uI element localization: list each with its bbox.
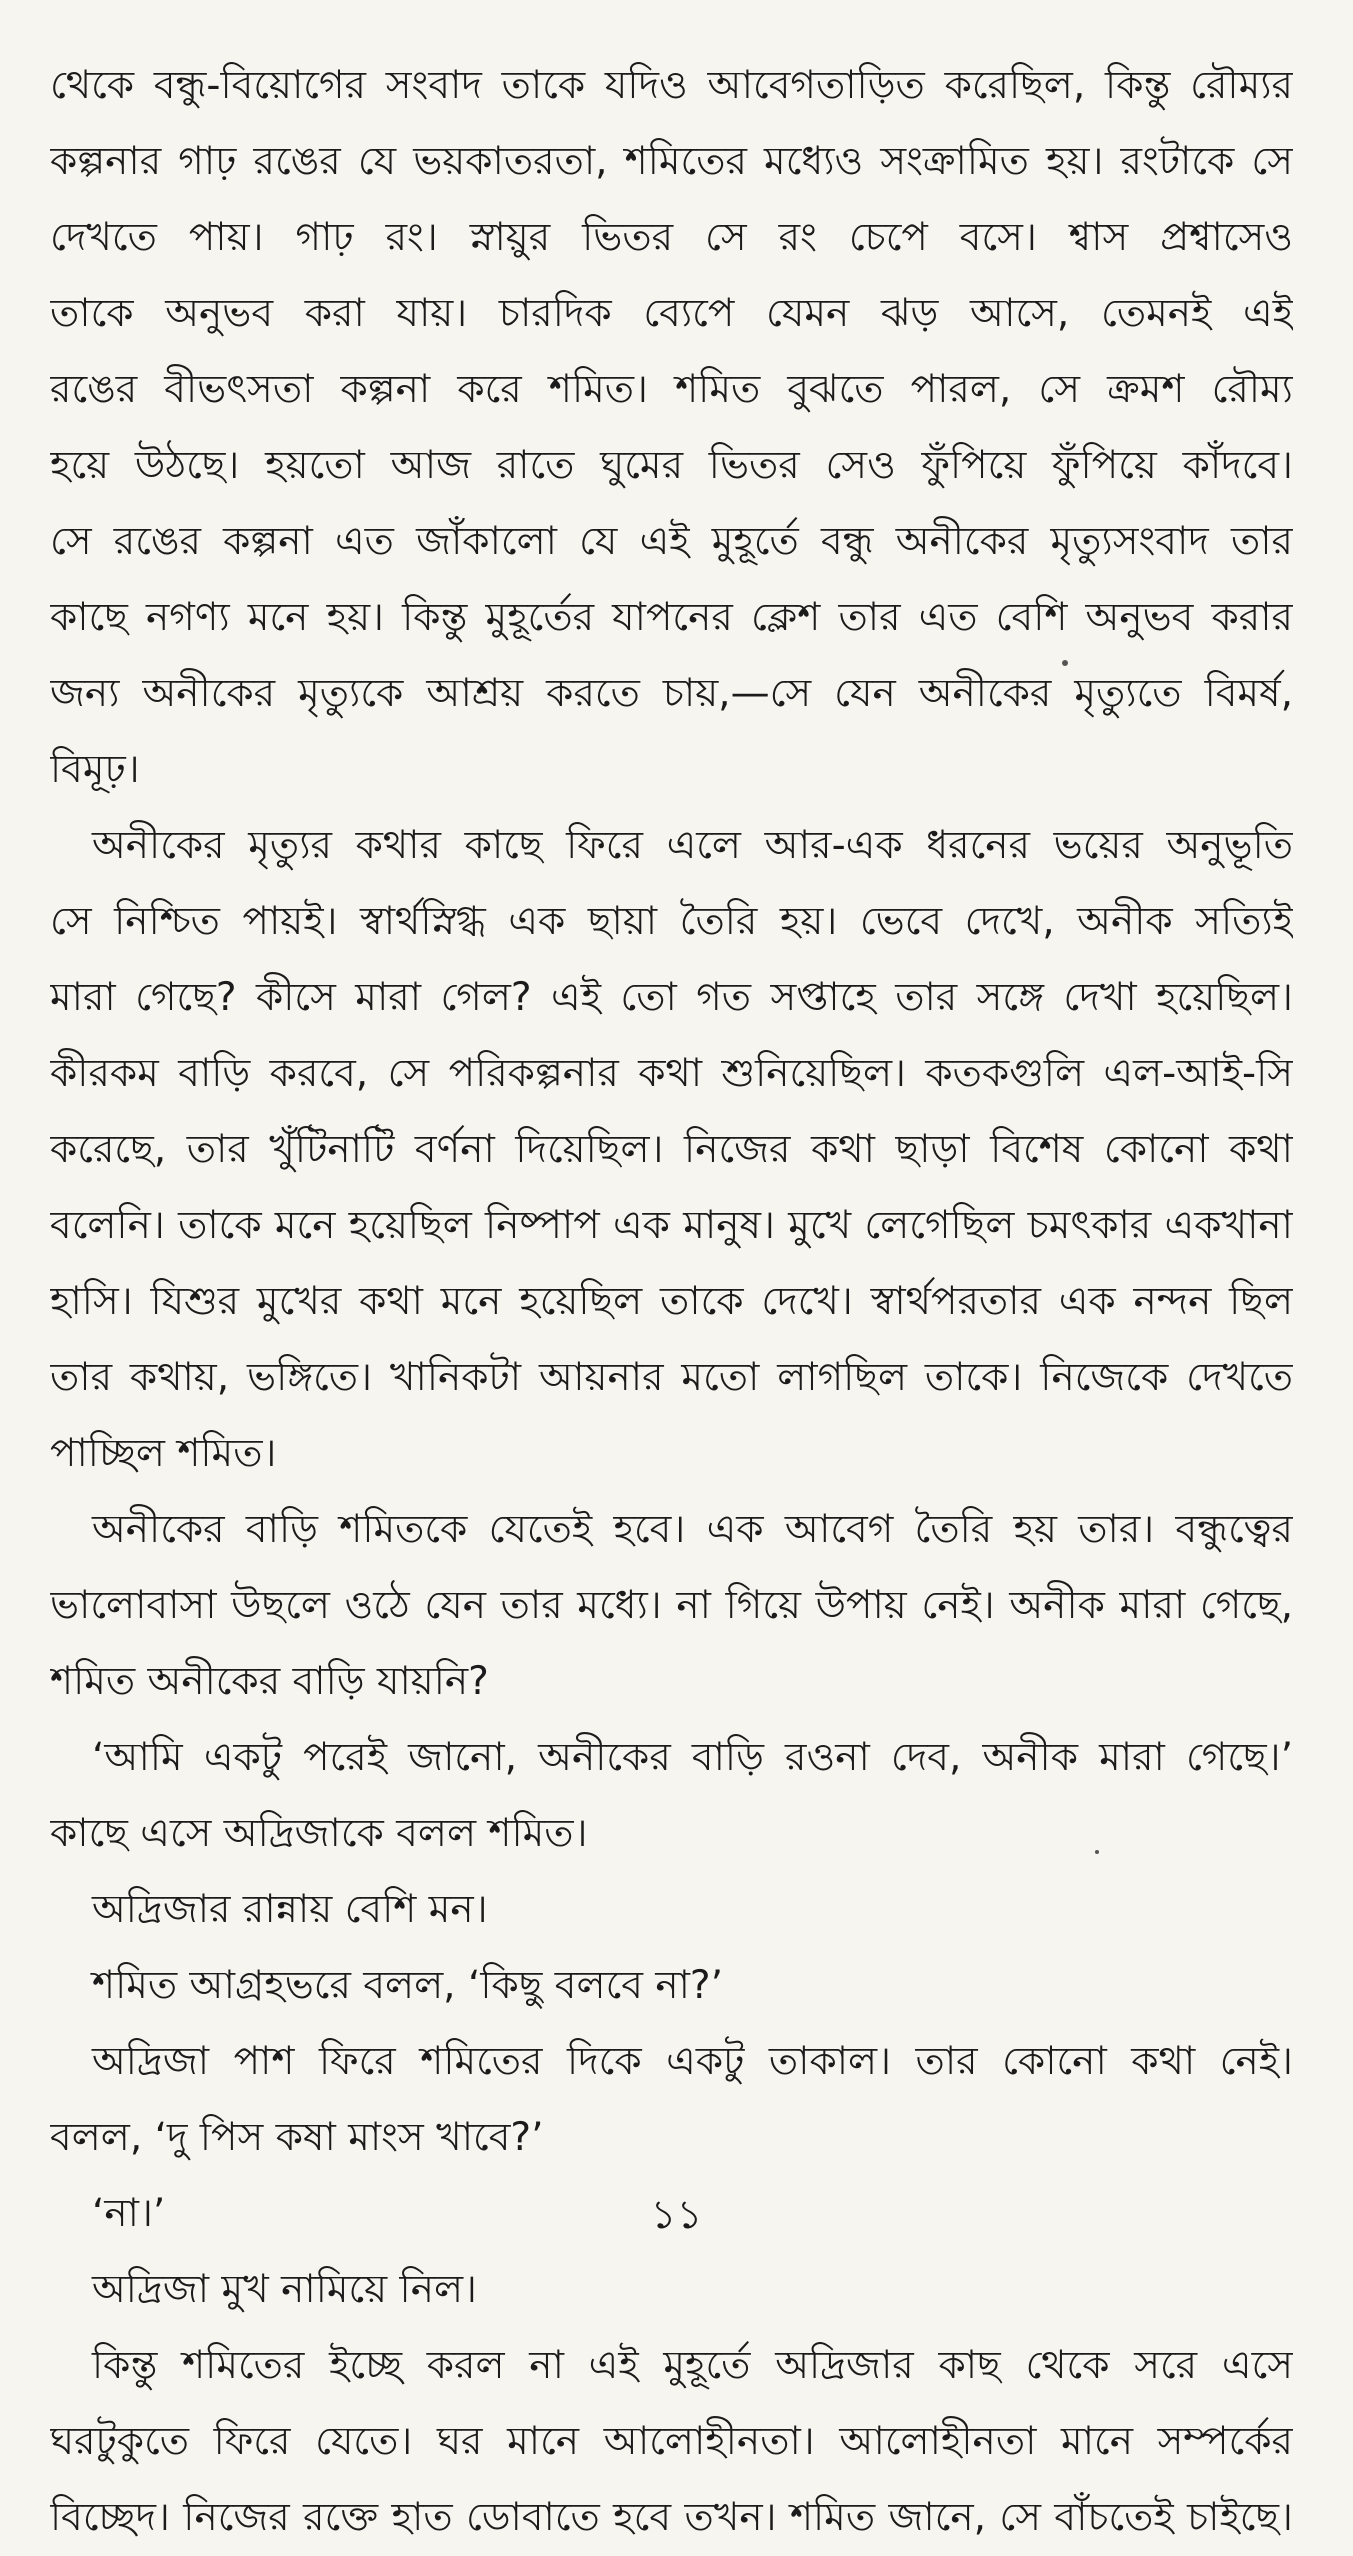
text-line: ভালোবাসা উছলে ওঠে যেন তার মধ্যে। না গিয়ে উপায় নেই। অনীক মারা গেছে, [50,1583,1293,1628]
text-line: কল্পনার গাঢ় রঙের যে ভয়কাতরতা, শমিতের মধ্যেও সংক্রামিত হয়। রংটাকে সে [50,139,1293,184]
text-line: কাছে নগণ্য মনে হয়। কিন্তু মুহূর্তের যাপনের ক্লেশ তার এত বেশি অনুভব করার [50,595,1293,640]
page-number: ১১ [650,2192,703,2238]
text-line: রঙের বীভৎসতা কল্পনা করে শমিত। শমিত বুঝতে পারল, সে ক্রমশ রৌম্য [50,367,1293,412]
ink-speck [1062,660,1068,666]
text-line: ‘আমি একটু পরেই জানো, অনীকের বাড়ি রওনা দেব, অনীক মারা গেছে।’ [92,1735,1293,1780]
text-line: হয়ে উঠছে। হয়তো আজ রাতে ঘুমের ভিতর সেও ফুঁপিয়ে ফুঁপিয়ে কাঁদবে। [50,443,1293,488]
text-line: ‘না।’ [92,2191,166,2236]
text-line: দেখতে পায়। গাঢ় রং। স্নায়ুর ভিতর সে রং চেপে বসে। শ্বাস প্রশ্বাসেও [50,215,1293,260]
text-line: তার কথায়, ভঙ্গিতে। খানিকটা আয়নার মতো লাগছিল তাকে। নিজেকে দেখতে [50,1355,1293,1400]
text-line: তাকে অনুভব করা যায়। চারদিক ব্যেপে যেমন ঝড় আসে, তেমনই এই [50,291,1293,336]
text-line: শমিত অনীকের বাড়ি যায়নি? [50,1659,489,1704]
text-line: বিমূঢ়। [50,747,140,792]
text-line: বলেনি। তাকে মনে হয়েছিল নিষ্পাপ এক মানুষ। মুখে লেগেছিল চমৎকার একখানা [50,1203,1293,1248]
text-line: সে রঙের কল্পনা এত জাঁকালো যে এই মুহূর্তে বন্ধু অনীকের মৃত্যুসংবাদ তার [50,519,1293,564]
text-line: থেকে বন্ধু-বিয়োগের সংবাদ তাকে যদিও আবেগতাড়িত করেছিল, কিন্তু রৌম্যর [50,63,1293,108]
text-line: জন্য অনীকের মৃত্যুকে আশ্রয় করতে চায়,—সে যেন অনীকের মৃত্যুতে বিমর্ষ, [50,671,1293,716]
text-line: মারা গেছে? কীসে মারা গেল? এই তো গত সপ্তাহে তার সঙ্গে দেখা হয়েছিল। [50,975,1293,1020]
text-line: অদ্রিজা পাশ ফিরে শমিতের দিকে একটু তাকাল। তার কোনো কথা নেই। [92,2039,1293,2084]
text-line: ঘরটুকুতে ফিরে যেতে। ঘর মানে আলোহীনতা। আলোহীনতা মানে সম্পর্কের [50,2419,1293,2464]
text-line: শমিত আগ্রহভরে বলল, ‘কিছু বলবে না?’ [92,1963,724,2008]
text-line: করেছে, তার খুঁটিনাটি বর্ণনা দিয়েছিল। নিজের কথা ছাড়া বিশেষ কোনো কথা [50,1127,1293,1172]
text-line: অদ্রিজার রান্নায় বেশি মন। [92,1887,488,1932]
text-line: কাছে এসে অদ্রিজাকে বলল শমিত। [50,1811,588,1856]
text-line: বলল, ‘দু পিস কষা মাংস খাবে?’ [50,2115,544,2160]
text-line: হাসি। যিশুর মুখের কথা মনে হয়েছিল তাকে দেখে। স্বার্থপরতার এক নন্দন ছিল [50,1279,1293,1324]
text-line: অদ্রিজা মুখ নামিয়ে নিল। [92,2267,477,2312]
text-line: পাচ্ছিল শমিত। [50,1431,277,1476]
text-line: কীরকম বাড়ি করবে, সে পরিকল্পনার কথা শুনিয়েছিল। কতকগুলি এল-আই-সি [50,1051,1293,1096]
text-line: অনীকের বাড়ি শমিতকে যেতেই হবে। এক আবেগ তৈরি হয় তার। বন্ধুত্বের [92,1507,1293,1552]
text-line: বিচ্ছেদ। নিজের রক্তে হাত ডোবাতে হবে তখন। শমিত জানে, সে বাঁচতেই চাইছে। [50,2495,1293,2540]
text-line: অনীকের মৃত্যুর কথার কাছে ফিরে এলে আর-এক ধরনের ভয়ের অনুভূতি [92,823,1293,868]
text-line: সে নিশ্চিত পায়ই। স্বার্থস্নিগ্ধ এক ছায়া তৈরি হয়। ভেবে দেখে, অনীক সত্যিই [50,899,1293,944]
text-line: কিন্তু শমিতের ইচ্ছে করল না এই মুহূর্তে অদ্রিজার কাছ থেকে সরে এসে [92,2343,1293,2388]
ink-speck [1095,1850,1099,1854]
